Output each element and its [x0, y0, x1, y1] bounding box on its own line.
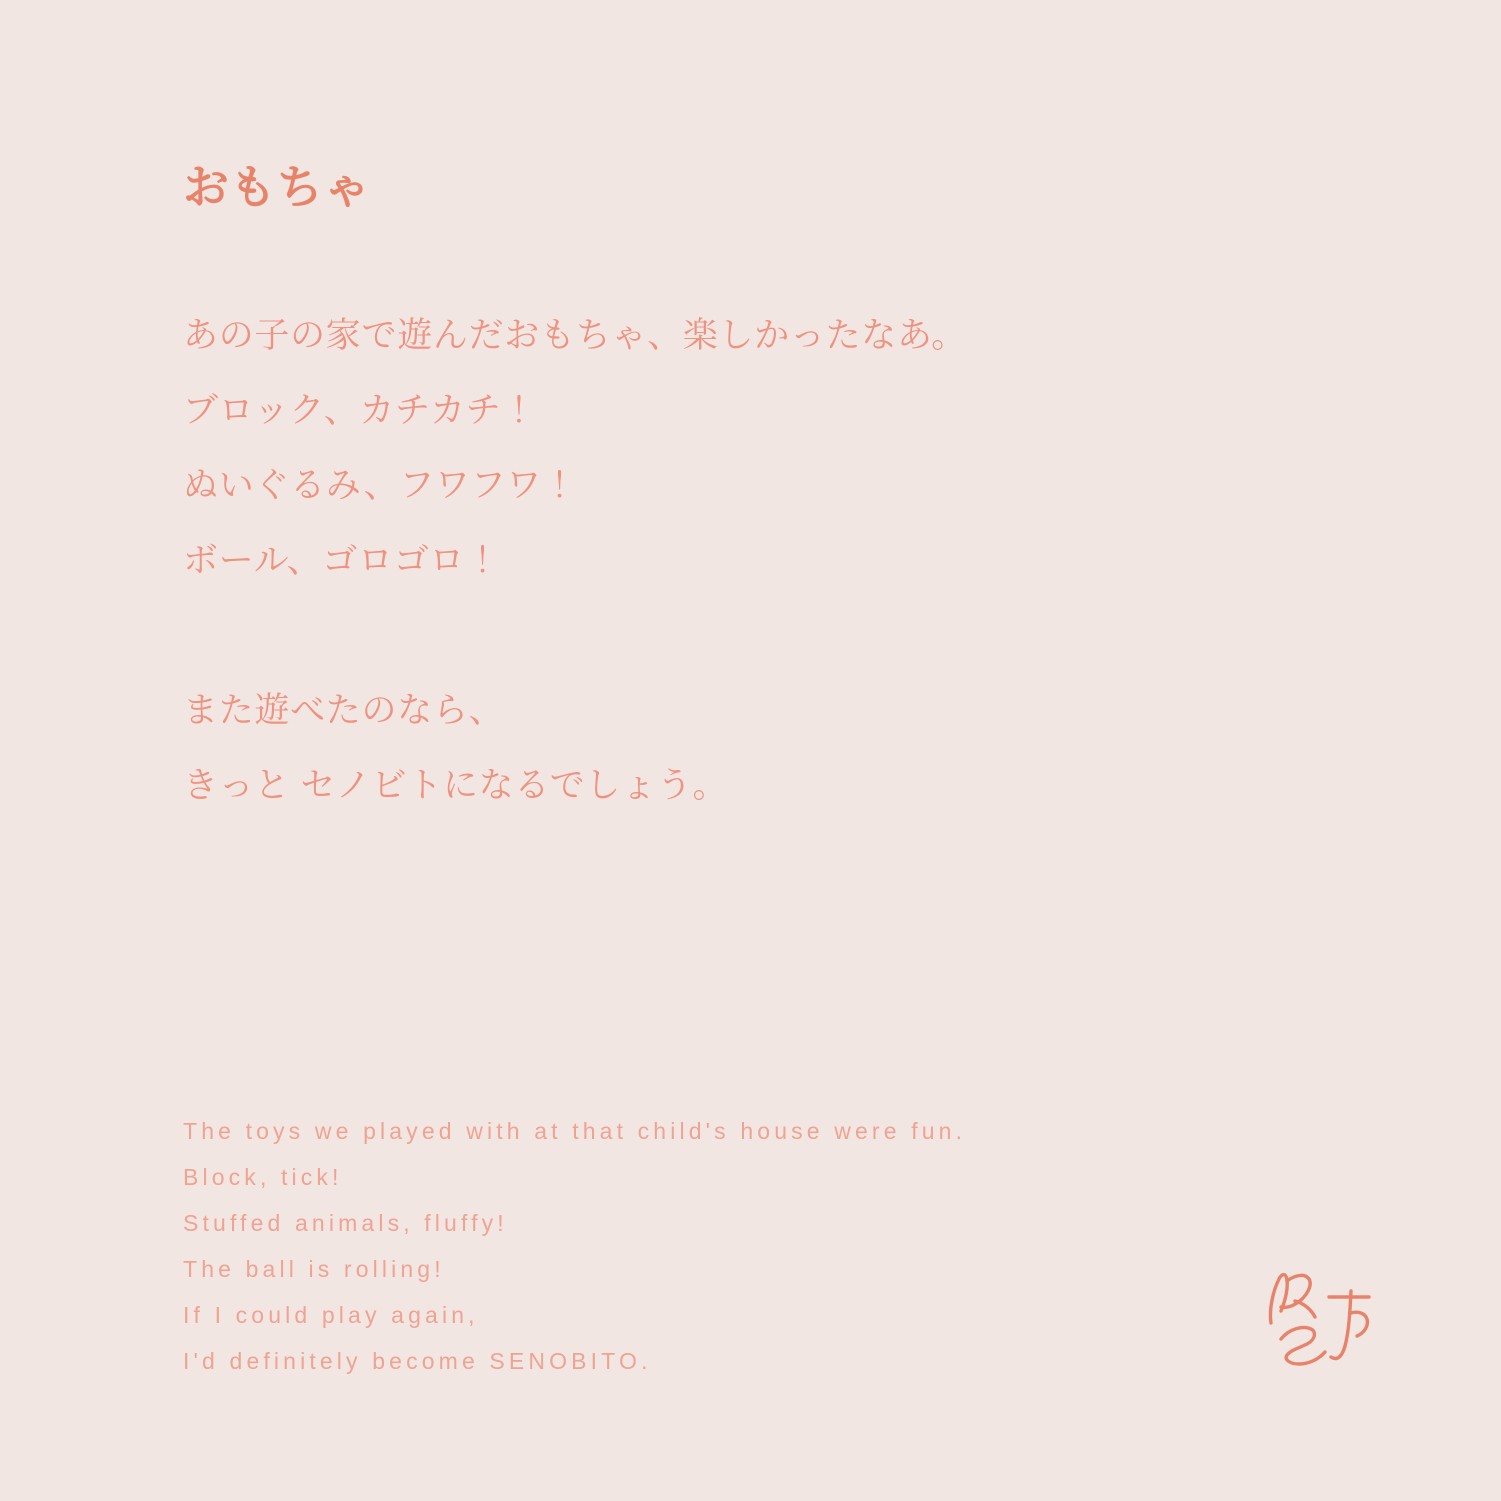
translation-line: The toys we played with at that child's house were fun.: [183, 1118, 967, 1144]
translation-line: I'd definitely become SENOBITO.: [183, 1348, 652, 1374]
translation-line: Stuffed animals, fluffy!: [183, 1210, 508, 1236]
translation-line: If I could play again,: [183, 1302, 479, 1328]
handwritten-signature-icon: [1251, 1251, 1381, 1381]
translation-line: The ball is rolling!: [183, 1256, 445, 1282]
poem-line: きっと セノビトになるでしょう。: [183, 766, 729, 805]
translation-line: Block, tick!: [183, 1164, 343, 1190]
poem-body: [183, 318, 1183, 843]
translation-block: [183, 1108, 1183, 1384]
poem-line-blank: [183, 618, 1183, 693]
poem-line: ぬいぐるみ、フワフワ！: [183, 466, 578, 505]
poem-line: ブロック、カチカチ！: [183, 391, 538, 430]
poem-line: ボール、ゴロゴロ！: [183, 541, 501, 580]
poem-line: あの子の家で遊んだおもちゃ、楽しかったなあ。: [183, 316, 968, 355]
poem-line: また遊べたのなら、: [183, 691, 505, 730]
page-title: おもちゃ: [183, 161, 371, 213]
